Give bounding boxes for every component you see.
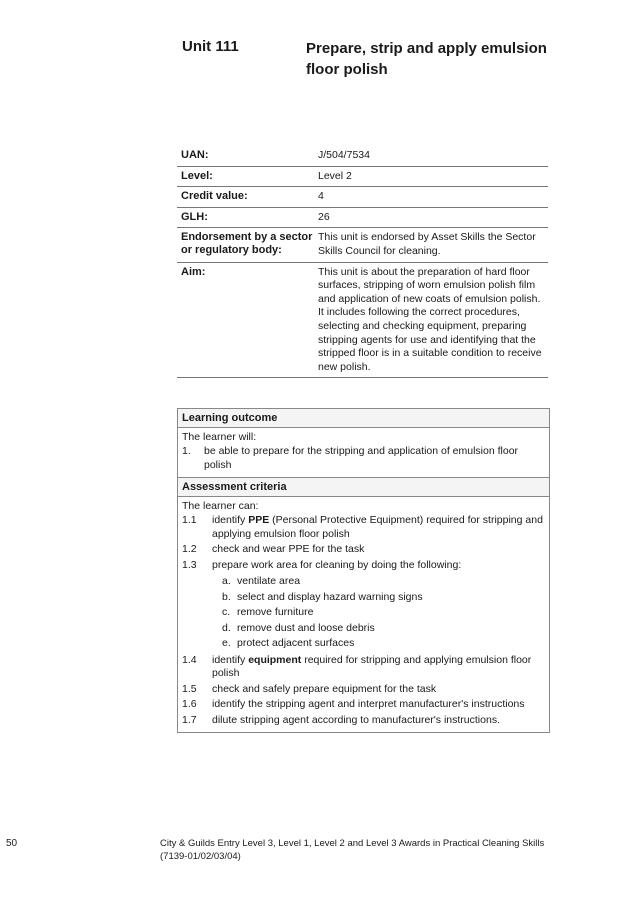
sub-text: remove furniture — [237, 606, 314, 618]
criterion-1-3 — [182, 559, 545, 573]
criterion-number: 1.5 — [182, 682, 197, 695]
criterion-number: 1.7 — [182, 713, 197, 726]
info-value: Level 2 — [318, 169, 352, 182]
footer-text: City & Guilds Entry Level 3, Level 1, Level 2 and Level 3 Awards in Practical Cleaning Skills (7139-01/02/03/04) — [160, 838, 545, 862]
info-label: GLH: — [181, 210, 208, 223]
info-label: Credit value: — [181, 190, 248, 203]
text-part: identify — [212, 514, 249, 526]
info-label: Aim: — [181, 265, 206, 278]
criterion-text — [212, 514, 545, 541]
sub-letter: e. — [222, 637, 231, 649]
unit-info-table — [177, 146, 548, 378]
unit-title: Prepare, strip and apply emulsion floor polish — [306, 40, 547, 78]
criterion-1-2 — [182, 543, 545, 557]
sub-item — [182, 605, 545, 621]
learning-outcome-item — [182, 445, 545, 472]
criterion-text: prepare work area for cleaning by doing the following: — [212, 558, 462, 571]
info-row-level — [177, 167, 548, 188]
info-row-glh — [177, 208, 548, 229]
item-text: be able to prepare for the stripping and application of emulsion floor polish — [204, 445, 519, 471]
criterion-1-5 — [182, 683, 545, 697]
info-row-endorsement — [177, 228, 548, 262]
learning-outcome-intro: The learner will: — [182, 431, 257, 443]
criterion-text: dilute stripping agent according to manufacturer's instructions. — [212, 713, 500, 726]
criterion-text: check and wear PPE for the task — [212, 543, 365, 555]
info-label: Endorsement by a sector or regulatory body: — [181, 231, 313, 257]
sub-item — [182, 574, 545, 590]
info-value: 26 — [318, 210, 330, 223]
criterion-text: check and safely prepare equipment for the task — [212, 682, 437, 695]
info-value: This unit is about the preparation of hard floor surfaces, stripping of worn emulsion polish film and application of new coats of emulsion polish. It includes following the correct procedures, selecting and checking equipment, preparing stripping agents for use and identifying that the stripped floor is in a suitable condition to receive new polish. — [318, 265, 542, 373]
criterion-number: 1.4 — [182, 653, 197, 666]
sub-item — [182, 590, 545, 606]
sub-text: protect adjacent surfaces — [237, 637, 355, 649]
unit-number: Unit 111 — [182, 38, 239, 55]
page-number: 50 — [6, 838, 18, 849]
text-part: required for stripping and applying emulsion floor polish — [212, 653, 532, 679]
info-label: Level: — [181, 169, 213, 182]
sub-item — [182, 636, 545, 652]
criterion-number: 1.2 — [182, 543, 197, 555]
criterion-1-6 — [182, 698, 545, 712]
info-value: J/504/7534 — [318, 149, 370, 161]
sub-letter: c. — [222, 606, 231, 618]
info-row-credit — [177, 187, 548, 208]
sub-item — [182, 621, 545, 637]
assessment-intro: The learner can: — [182, 500, 259, 512]
info-label: UAN: — [181, 149, 209, 161]
learning-outcome-table — [177, 408, 550, 733]
criterion-1-4 — [182, 654, 545, 681]
item-number: 1. — [182, 445, 191, 457]
sub-text: remove dust and loose debris — [237, 621, 375, 634]
learning-outcome-heading: Learning outcome — [178, 409, 549, 428]
text-part: identify — [212, 653, 249, 666]
criterion-text: identify the stripping agent and interpret manufacturer's instructions — [212, 698, 525, 710]
sub-text: select and display hazard warning signs — [237, 590, 423, 603]
assessment-criteria-body — [178, 497, 549, 732]
sub-letter: b. — [222, 590, 231, 603]
criterion-number: 1.6 — [182, 698, 197, 710]
criterion-number: 1.1 — [182, 514, 197, 526]
criterion-number: 1.3 — [182, 558, 197, 571]
criterion-1-1 — [182, 514, 545, 541]
info-value: This unit is endorsed by Asset Skills the Sector Skills Council for cleaning. — [318, 231, 536, 257]
info-row-uan — [177, 146, 548, 167]
info-row-aim — [177, 263, 548, 379]
sub-letter: a. — [222, 575, 231, 587]
info-value: 4 — [318, 190, 324, 203]
assessment-criteria-heading: Assessment criteria — [178, 477, 549, 497]
criterion-text — [212, 654, 545, 681]
bold-term: PPE — [248, 514, 270, 526]
learning-outcome-body — [178, 428, 549, 477]
bold-term: equipment — [248, 653, 302, 666]
criterion-1-7 — [182, 714, 545, 728]
sub-letter: d. — [222, 621, 231, 634]
sub-text: ventilate area — [237, 575, 301, 587]
text-part: (Personal Protective Equipment) required for stripping and applying emulsion floor polish — [212, 514, 543, 540]
